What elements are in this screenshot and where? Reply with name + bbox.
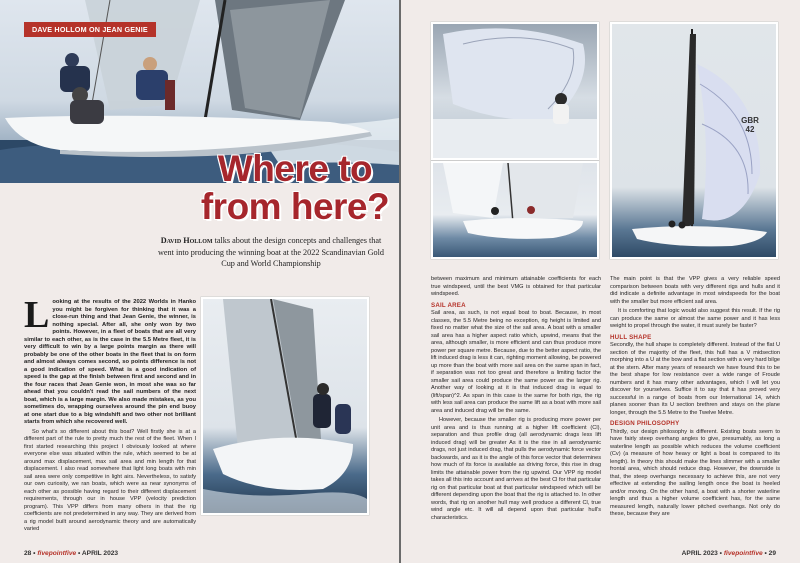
col1-paragraph-3: However, because the smaller rig is producing more power per unit area and is thus running at a higher lift coefficient (Cl), separation and thus profile drag (all aerodynamic drags less lift induced drag) will be greater As it is the rise in all aerodynamic drags, not just induced drag, that pulls the aerodynamic force vector backwards, and as it is the angle of this force vector that determines how much of its force is available as driving force, this rise in drag limits the attainable power from the rig upwind. Our VPP rig model takes all this into account and arrives at the best Cl for that particular rig on that particular boat at that particular windspeed which will be different depending upon the boat that the rig is attached to. In other words, that rig on another hull may well produce a different Cl, true wind angle etc. It will all depend upon that particular hull's characteristics. — [431, 417, 601, 521]
right-brand: fivepointfive — [723, 550, 763, 557]
photo-jean-genie-crew — [201, 297, 369, 515]
photo-spinnaker-closeup — [431, 22, 599, 160]
right-page-number: 29 — [768, 550, 776, 557]
left-date: APRIL 2023 — [81, 550, 119, 557]
left-page-number: 28 — [24, 550, 32, 557]
sail-number: GBR 42 — [741, 116, 759, 134]
photo-upwind-sailing — [431, 161, 599, 259]
subhead-sail-area: SAIL AREA — [431, 301, 466, 309]
subhead-hull-shape: HULL SHAPE — [610, 333, 652, 341]
col1-paragraph-2: Sail area, as such, is not equal boat to boat. Because, in most classes, the 5.5 Metre being no exception, rig height is limited and fixed no matter what the size of the sail area. A boat with a smaller sail area has a higher aspect ratio which, upwind, means that the area, although smaller, is more efficient and can thus produce more power per square metre. Because, due to the better aspect ratio, the lift induced drag is less it can, righting moment allowing, be powered up more than the boat with more sail area on the same span in fact, if separation was not too great and therefore a limiting factor the smaller sail area could produce the same power as the larger rig. Another way of looking at it is that induced drag is equal to (lift/span)^2. As span in this case is the same for both rigs, the rig with less sail area can produce the same lift as a boat with more sail area and induced drag will be the same. — [431, 310, 601, 414]
photo-gbr42-spinnaker — [610, 22, 778, 259]
right-article-column-1 — [431, 276, 601, 524]
left-folio: 28 • fivepointfive • APRIL 2023 — [24, 550, 119, 557]
standfirst-author: David Hollom — [160, 236, 213, 245]
col2-paragraph-1: The main point is that the VPP gives a very reliable speed comparison between boats with very different rigs and hulls and it did indicate a definite advantage in most windspeeds for the boat with the smaller but more efficient sail area. — [610, 276, 780, 305]
col1-paragraph-1: between maximum and minimum attainable coefficients for each true windspeed, until the best VMG is obtained for that particular windspeed. — [431, 276, 601, 297]
headline-line-1: Where to — [217, 148, 373, 189]
standfirst-text: talks about the design concepts and challenges that went into producing the winning boat at the 2022 Scandinavian Gold Cup and World Championship — [157, 236, 385, 268]
col2-paragraph-3: Secondly, the hull shape is completely different. Instead of the flat U section of the majority of the fleet, this hull has a V midsection morphing into a U at the bow and a flat section with a very hard bilge at the stern. After many years of research we have found this to be the best shape for low resistance over a wide range of Froude numbers and it has many other advantages, which I will let you discover for yourselves. Suffice it to say that it has proved very successful in a range of boats from our International 14, which planes sooner than its U section brethren and stays on the plane longer, through the 5.5 Metre to the Twelve Metre. — [610, 342, 780, 416]
gbr42-photo-illustration — [612, 24, 776, 257]
standfirst — [157, 235, 385, 270]
left-brand: fivepointfive — [37, 550, 77, 557]
col2-paragraph-4: Thirdly, our design philosophy is different. Existing boats seem to have fairly steep overhang angles to give, presumably, as long a waterline length as possible which reduces the volume coefficient (Cv) (a measure of how heavy or light a boat is compared to its length). In theory this should make the lines slimmer with a smaller frontal area, which should reduce drag. However, the downside is that, the steep overhangs necessary to achieve this, are not very effective at extending the sailing length once the boat is heeled and/or moving. On the other hand, a boat with a shorter waterline length and thus a higher volume coefficient has, for the same measured length, naturally lower pitched overhangs. Not only do these, because they are — [610, 428, 780, 517]
col2-paragraph-2: It is comforting that logic would also suggest this result. If the rig can produce the same or almost the same power and it has less weight to propel through the water, it must surely be faster? — [610, 308, 780, 329]
left-page — [0, 0, 399, 563]
intro-text: ooking at the results of the 2022 Worlds in Hanko you might be forgiven for thinking that it was a close-run thing and that Jean Genie, the winner, is nothing special. After all, she only won by two points. However, in a fleet of boats that are all very similar to each other, as is the case in the 5.5 Metre fleet, it is very difficult to win by a large points margin as there will probably be one of the other boats in the fleet that is on form and almost always comes second, so points difference is not a good indication of speed. What is a good indication of speed is the gap at the finish between first and second and in the four races that Jean Genie won, in most she was so far ahead that you couldn't read the sail numbers of the next boat, which is a large margin. We also made mistakes, as you sometimes do, wrapping ourselves around the pin end buoy at one start due to a big windshift and two other not brilliant starts from which she recovered well. — [24, 299, 196, 425]
sailboat-photo-illustration — [203, 299, 367, 513]
headline-line-2: from here? — [200, 186, 390, 227]
upwind-photo-illustration — [433, 163, 597, 257]
body-paragraph: So what's so different about this boat? Well firstly she is at a different part of the rule to pretty much the rest of the fleet. When I first started researching this project I obviously looked at where everyone else was situated within the rule, which seemed to be at around max displacement, max sail area and min length for that displacement. I also read somewhere that light long boats with min sail area were only competitive in light airs. Nevertheless, to satisfy our own curiosity, we ran boats, which were as near synonyms of each other as possible having regard to their different displacement requirements, through our in house VPP (velocity prediction program). This VPP differs from many others in that the rig coefficients are not predetermined in any way. They are derived from a rig model built around aerodynamic theory and are automatically varied — [24, 428, 196, 532]
right-page — [401, 0, 800, 563]
right-date: APRIL 2023 — [681, 550, 718, 557]
right-folio: APRIL 2023 • fivepointfive • 29 — [681, 550, 776, 557]
spinnaker-photo-illustration — [433, 24, 597, 158]
subhead-design-philosophy: DESIGN PHILOSOPHY — [610, 420, 680, 427]
intro-paragraph — [24, 294, 196, 427]
drop-cap: L — [24, 294, 50, 336]
section-tag: DAVE HOLLOM ON JEAN GENIE — [24, 22, 156, 37]
left-article-column — [24, 294, 196, 536]
right-article-column-2 — [610, 276, 780, 521]
headline — [200, 150, 390, 226]
